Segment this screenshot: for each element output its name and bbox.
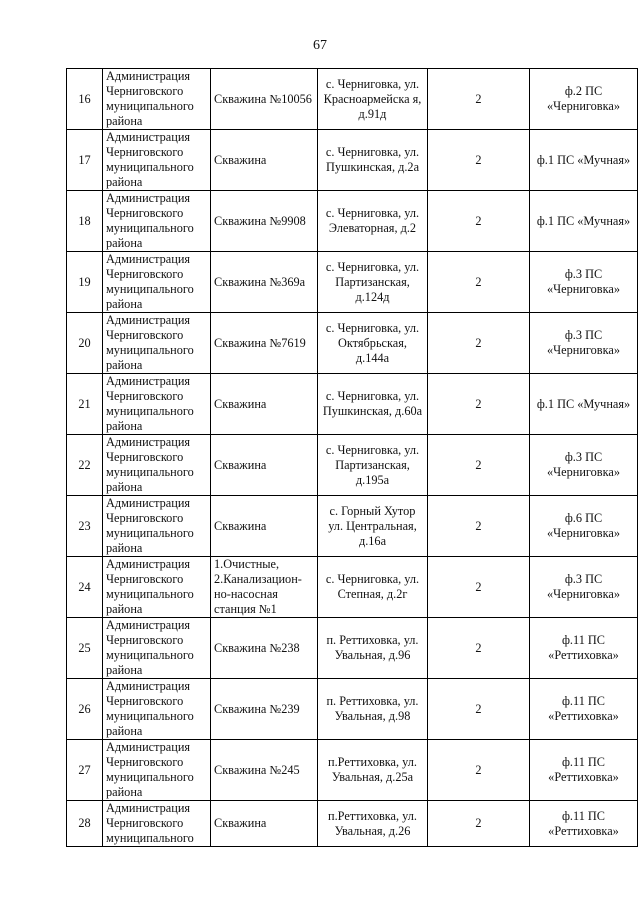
object-cell: Скважина №239 [211, 679, 318, 740]
organization-cell: Администрация Черниговского муниципального района [103, 374, 211, 435]
address-cell: п. Реттиховка, ул. Увальная, д.98 [318, 679, 428, 740]
page-number: 67 [313, 38, 327, 53]
category-cell: 2 [428, 679, 530, 740]
feeder-cell: ф.1 ПС «Мучная» [530, 374, 638, 435]
table-row [67, 740, 638, 801]
row-number: 16 [67, 69, 103, 130]
category-cell: 2 [428, 191, 530, 252]
category-cell: 2 [428, 130, 530, 191]
category-cell: 2 [428, 252, 530, 313]
row-number: 28 [67, 801, 103, 847]
object-cell: 1.Очистные, 2.Канализацион-но-насосная станция №1 [211, 557, 318, 618]
object-cell: Скважина №7619 [211, 313, 318, 374]
row-number: 18 [67, 191, 103, 252]
table-row [67, 801, 638, 847]
row-number: 27 [67, 740, 103, 801]
address-cell: с. Черниговка, ул. Партизанская, д.124д [318, 252, 428, 313]
organization-cell: Администрация Черниговского муниципального [103, 801, 211, 847]
feeder-cell: ф.1 ПС «Мучная» [530, 191, 638, 252]
category-cell: 2 [428, 313, 530, 374]
object-cell: Скважина №9908 [211, 191, 318, 252]
feeder-cell: ф.6 ПС «Черниговка» [530, 496, 638, 557]
row-number: 22 [67, 435, 103, 496]
organization-cell: Администрация Черниговского муниципального района [103, 679, 211, 740]
address-cell: с. Черниговка, ул. Партизанская, д.195а [318, 435, 428, 496]
table-row [67, 130, 638, 191]
object-cell: Скважина №369а [211, 252, 318, 313]
table-row [67, 252, 638, 313]
organization-cell: Администрация Черниговского муниципального района [103, 69, 211, 130]
feeder-cell: ф.3 ПС «Черниговка» [530, 557, 638, 618]
object-cell: Скважина №245 [211, 740, 318, 801]
organization-cell: Администрация Черниговского муниципального района [103, 252, 211, 313]
organization-cell: Администрация Черниговского муниципального района [103, 130, 211, 191]
category-cell: 2 [428, 69, 530, 130]
feeder-cell: ф.3 ПС «Черниговка» [530, 252, 638, 313]
feeder-cell: ф.11 ПС «Реттиховка» [530, 740, 638, 801]
feeder-cell: ф.1 ПС «Мучная» [530, 130, 638, 191]
organization-cell: Администрация Черниговского муниципального района [103, 496, 211, 557]
table-row [67, 69, 638, 130]
table-row [67, 374, 638, 435]
object-cell: Скважина [211, 801, 318, 847]
category-cell: 2 [428, 496, 530, 557]
organization-cell: Администрация Черниговского муниципального района [103, 740, 211, 801]
objects-table [66, 68, 638, 847]
table-row [67, 557, 638, 618]
address-cell: с. Черниговка, ул. Пушкинская, д.2а [318, 130, 428, 191]
table-row [67, 679, 638, 740]
feeder-cell: ф.3 ПС «Черниговка» [530, 435, 638, 496]
address-cell: с. Черниговка, ул. Красноармейска я, д.91д [318, 69, 428, 130]
feeder-cell: ф.3 ПС «Черниговка» [530, 313, 638, 374]
table-row [67, 313, 638, 374]
row-number: 25 [67, 618, 103, 679]
table-body [67, 69, 638, 847]
category-cell: 2 [428, 557, 530, 618]
category-cell: 2 [428, 740, 530, 801]
address-cell: п. Реттиховка, ул. Увальная, д.96 [318, 618, 428, 679]
organization-cell: Администрация Черниговского муниципального района [103, 191, 211, 252]
address-cell: п.Реттиховка, ул. Увальная, д.25а [318, 740, 428, 801]
row-number: 21 [67, 374, 103, 435]
organization-cell: Администрация Черниговского муниципального района [103, 435, 211, 496]
row-number: 26 [67, 679, 103, 740]
row-number: 24 [67, 557, 103, 618]
feeder-cell: ф.11 ПС «Реттиховка» [530, 618, 638, 679]
address-cell: с. Черниговка, ул. Элеваторная, д.2 [318, 191, 428, 252]
address-cell: п.Реттиховка, ул. Увальная, д.26 [318, 801, 428, 847]
address-cell: с. Черниговка, ул. Степная, д.2г [318, 557, 428, 618]
feeder-cell: ф.11 ПС «Реттиховка» [530, 801, 638, 847]
organization-cell: Администрация Черниговского муниципального района [103, 557, 211, 618]
table-row [67, 496, 638, 557]
category-cell: 2 [428, 435, 530, 496]
object-cell: Скважина [211, 374, 318, 435]
object-cell: Скважина [211, 496, 318, 557]
organization-cell: Администрация Черниговского муниципального района [103, 313, 211, 374]
table-row [67, 618, 638, 679]
object-cell: Скважина [211, 435, 318, 496]
table-row [67, 191, 638, 252]
category-cell: 2 [428, 374, 530, 435]
organization-cell: Администрация Черниговского муниципального района [103, 618, 211, 679]
object-cell: Скважина №10056 [211, 69, 318, 130]
feeder-cell: ф.11 ПС «Реттиховка» [530, 679, 638, 740]
category-cell: 2 [428, 618, 530, 679]
object-cell: Скважина №238 [211, 618, 318, 679]
object-cell: Скважина [211, 130, 318, 191]
table-row [67, 435, 638, 496]
row-number: 17 [67, 130, 103, 191]
category-cell: 2 [428, 801, 530, 847]
row-number: 23 [67, 496, 103, 557]
address-cell: с. Черниговка, ул. Пушкинская, д.60а [318, 374, 428, 435]
address-cell: с. Черниговка, ул. Октябрьская, д.144а [318, 313, 428, 374]
address-cell: с. Горный Хутор ул. Центральная, д.16а [318, 496, 428, 557]
feeder-cell: ф.2 ПС «Черниговка» [530, 69, 638, 130]
row-number: 19 [67, 252, 103, 313]
row-number: 20 [67, 313, 103, 374]
